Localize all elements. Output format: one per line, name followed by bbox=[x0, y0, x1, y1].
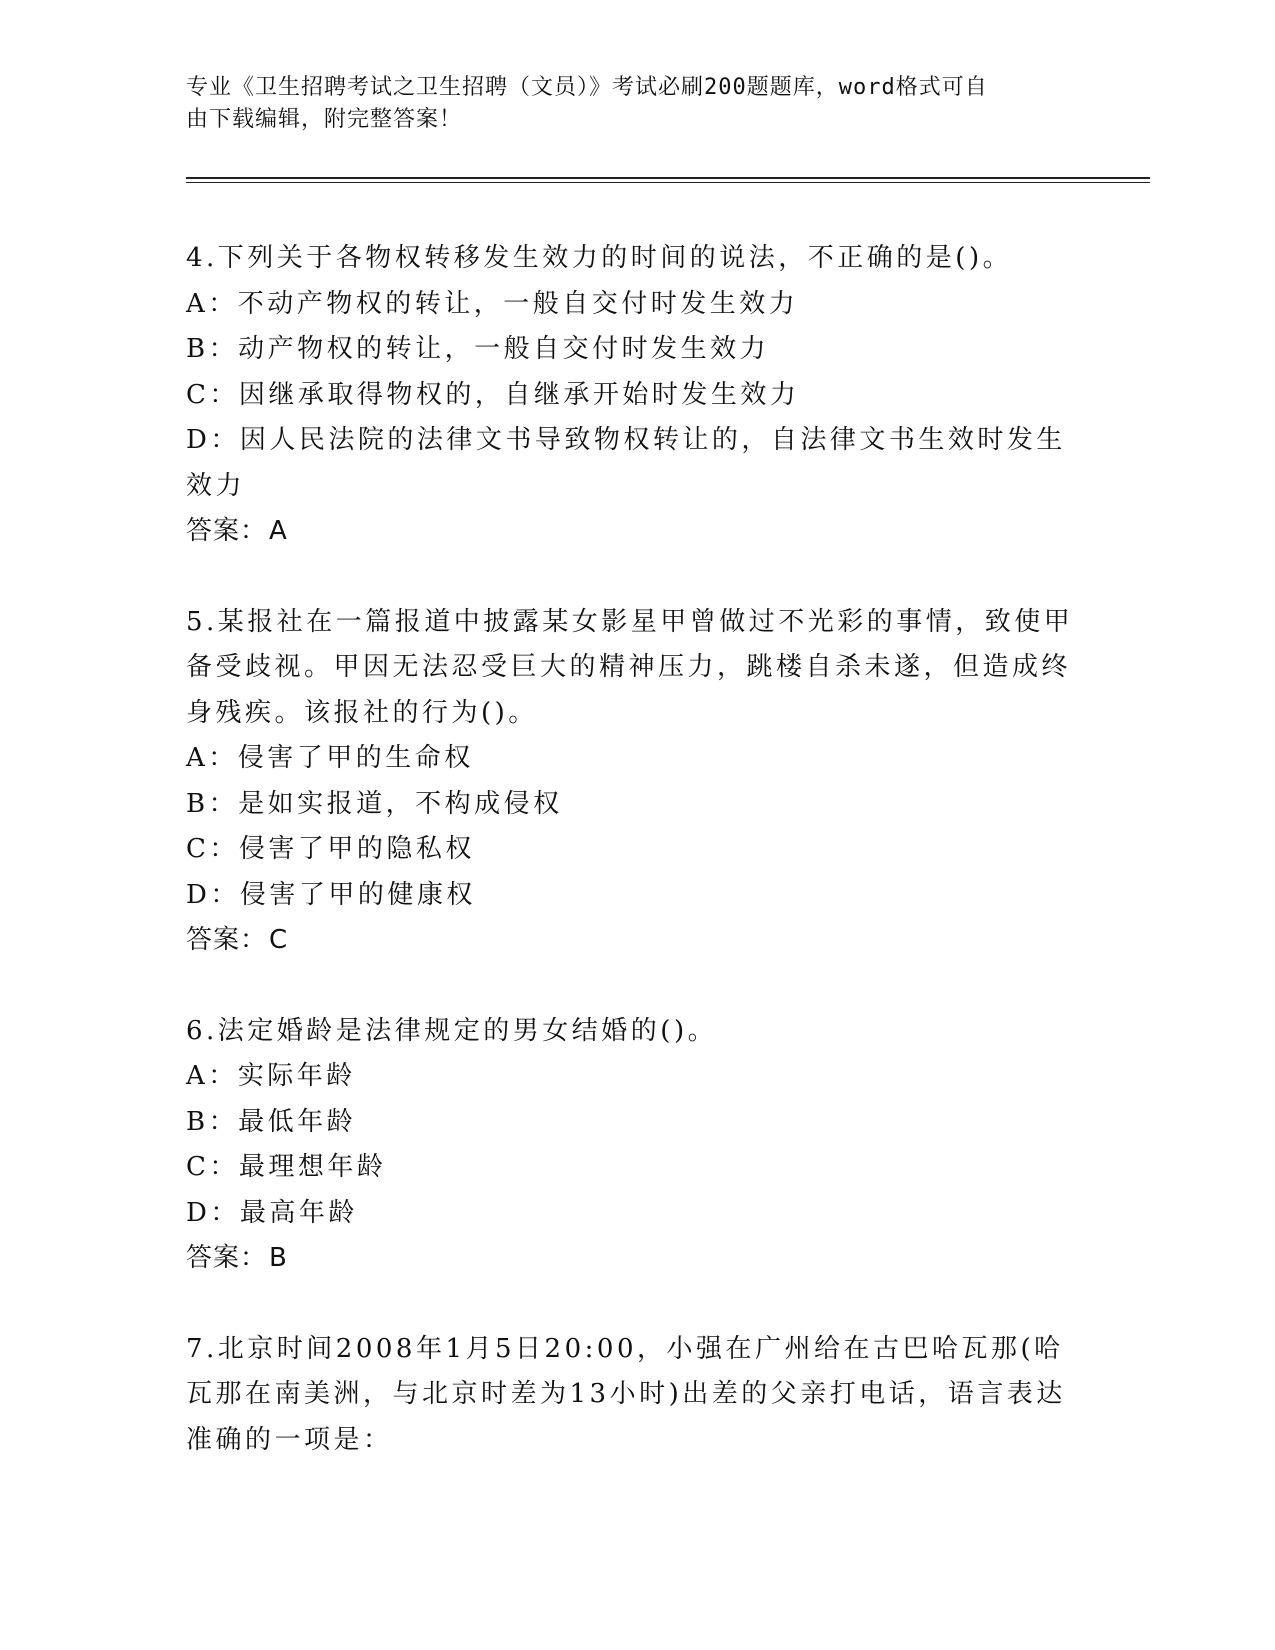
option-b: B：最低年龄 bbox=[186, 1106, 357, 1137]
header-divider-thick bbox=[186, 177, 1150, 179]
option-a: A：侵害了甲的生命权 bbox=[186, 743, 474, 773]
answer-label: 答案： bbox=[186, 925, 268, 955]
option-c: C：最理想年龄 bbox=[186, 1152, 387, 1182]
answer-value: A bbox=[269, 516, 288, 546]
answer-value: C bbox=[269, 925, 289, 955]
answer-label: 答案： bbox=[186, 1243, 268, 1273]
answer-label: 答案： bbox=[186, 516, 268, 546]
option-b: B：动产物权的转让，一般自交付时发生效力 bbox=[186, 334, 770, 364]
answer-line bbox=[186, 1236, 1086, 1282]
option-a: A：实际年龄 bbox=[186, 1061, 356, 1091]
question-text: 5.某报社在一篇报道中披露某女影星甲曾做过不光彩的事情，致使甲备受歧视。甲因无法忍受巨大的精神压力，跳楼自杀未遂，但造成终身残疾。该报社的行为()。 bbox=[186, 606, 1074, 728]
option-d: D：因人民法院的法律文书导致物权转让的，自法律文书生效时发生效力 bbox=[186, 425, 1066, 501]
option-c: C：侵害了甲的隐私权 bbox=[186, 834, 475, 864]
header-divider-thin bbox=[186, 182, 1150, 183]
option-c: C：因继承取得物权的，自继承开始时发生效力 bbox=[186, 379, 800, 410]
option-d: D：最高年龄 bbox=[186, 1197, 358, 1228]
question-5 bbox=[186, 600, 1086, 964]
question-4 bbox=[186, 236, 1086, 555]
option-a: A：不动产物权的转让，一般自交付时发生效力 bbox=[186, 288, 799, 319]
question-list bbox=[186, 236, 1086, 1508]
question-text: 4.下列关于各物权转移发生效力的时间的说法，不正确的是()。 bbox=[186, 243, 1013, 273]
question-text: 6.法定婚龄是法律规定的男女结婚的()。 bbox=[186, 1015, 718, 1046]
document-header bbox=[186, 72, 1066, 136]
header-line-2: 由下载编辑，附完整答案！ bbox=[186, 107, 463, 132]
question-text: 7.北京时间2008年1月5日20:00，小强在广州给在古巴哈瓦那(哈瓦那在南美洲，与北京时差为13小时)出差的父亲打电话，语言表达准确的一项是： bbox=[186, 1333, 1066, 1455]
option-d: D：侵害了甲的健康权 bbox=[186, 879, 476, 910]
question-6 bbox=[186, 1009, 1086, 1282]
question-7 bbox=[186, 1327, 1086, 1464]
answer-value: B bbox=[269, 1243, 288, 1273]
header-line-1: 专业《卫生招聘考试之卫生招聘（文员）》考试必刷200题题库，word格式可自 bbox=[186, 75, 988, 100]
answer-line bbox=[186, 918, 1086, 964]
answer-line bbox=[186, 509, 1086, 555]
option-b: B：是如实报道，不构成侵权 bbox=[186, 788, 563, 819]
